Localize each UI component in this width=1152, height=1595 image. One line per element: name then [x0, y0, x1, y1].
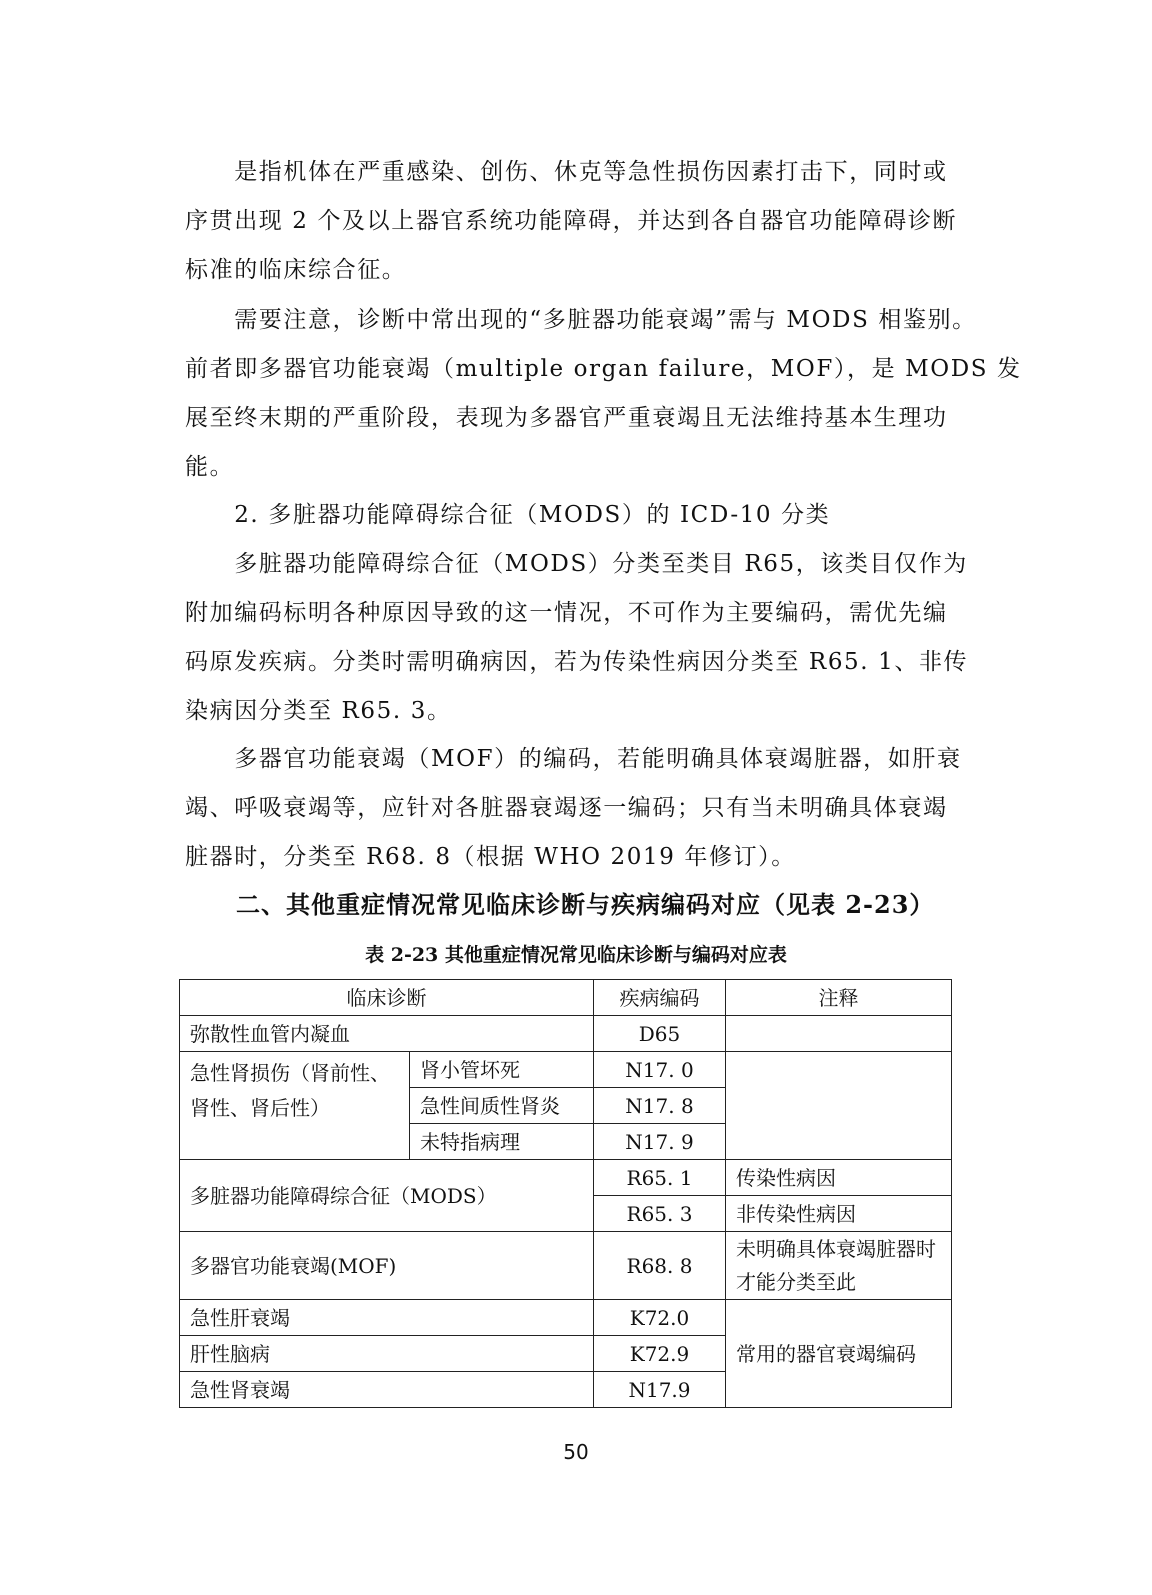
page-number: 50 — [563, 1440, 589, 1464]
text-line: 标准的临床综合征。 — [185, 257, 407, 283]
table-caption: 表 2-23 其他重症情况常见临床诊断与编码对应表 — [365, 944, 787, 966]
diagnosis-code-table — [179, 979, 952, 1408]
paragraph-subheading-icd10 — [185, 491, 945, 540]
text-line: 序贯出现 2 个及以上器官系统功能障碍，并达到各自器官功能障碍诊断 — [185, 208, 958, 234]
diagnosis-cell: 多脏器功能障碍综合征（MODS） — [180, 1160, 594, 1232]
text-line: 前者即多器官功能衰竭（multiple organ failure，MOF），是 MODS 发 — [185, 356, 1022, 382]
note-cell: 未明确具体衰竭脏器时才能分类至此 — [726, 1232, 952, 1300]
text-line: 染病因分类至 R65. 3。 — [185, 698, 452, 724]
code-cell: K72.0 — [594, 1300, 726, 1336]
code-cell: R65. 3 — [594, 1196, 726, 1232]
note-cell — [726, 1052, 952, 1160]
paragraph-mods-definition — [185, 148, 958, 295]
section-heading: 二、其他重症情况常见临床诊断与疾病编码对应（见表 2-23） — [236, 890, 935, 919]
code-cell: N17. 0 — [594, 1052, 726, 1088]
text-line: 竭、呼吸衰竭等，应针对各脏器衰竭逐一编码；只有当未明确具体衰竭 — [185, 795, 948, 821]
table-row — [180, 1052, 952, 1088]
sub-diagnosis-cell: 急性间质性肾炎 — [410, 1088, 594, 1124]
diagnosis-cell: 急性肾衰竭 — [180, 1372, 594, 1408]
paragraph-mof-coding — [185, 735, 962, 882]
diagnosis-cell: 肝性脑病 — [180, 1336, 594, 1372]
table-row — [180, 1016, 952, 1052]
note-cell: 非传染性病因 — [726, 1196, 952, 1232]
text-line: 脏器时，分类至 R68. 8（根据 WHO 2019 年修订）。 — [185, 844, 796, 870]
table-header-row — [180, 980, 952, 1016]
code-cell: N17. 9 — [594, 1124, 726, 1160]
text-line: 是指机体在严重感染、创伤、休克等急性损伤因素打击下，同时或 — [185, 159, 948, 185]
paragraph-mof-note — [185, 296, 1022, 492]
note-cell: 传染性病因 — [726, 1160, 952, 1196]
sub-diagnosis-cell: 肾小管坏死 — [410, 1052, 594, 1088]
code-cell: K72.9 — [594, 1336, 726, 1372]
header-code: 疾病编码 — [594, 980, 726, 1016]
text-line: 2. 多脏器功能障碍综合征（MODS）的 ICD-10 分类 — [185, 502, 831, 528]
header-diagnosis: 临床诊断 — [180, 980, 594, 1016]
note-cell — [726, 1016, 952, 1052]
sub-diagnosis-cell: 未特指病理 — [410, 1124, 594, 1160]
code-cell: N17. 8 — [594, 1088, 726, 1124]
diagnosis-cell: 多器官功能衰竭(MOF) — [180, 1232, 594, 1300]
text-line: 附加编码标明各种原因导致的这一情况，不可作为主要编码，需优先编 — [185, 600, 948, 626]
text-line: 多脏器功能障碍综合征（MODS）分类至类目 R65，该类目仅作为 — [185, 551, 968, 577]
header-note: 注释 — [726, 980, 952, 1016]
diagnosis-cell: 急性肝衰竭 — [180, 1300, 594, 1336]
diagnosis-cell: 弥散性血管内凝血 — [180, 1016, 594, 1052]
text-line: 展至终末期的严重阶段，表现为多器官严重衰竭且无法维持基本生理功 — [185, 405, 948, 431]
code-cell: D65 — [594, 1016, 726, 1052]
aki-group-cell: 急性肾损伤（肾前性、肾性、肾后性） — [180, 1052, 410, 1160]
code-cell: R65. 1 — [594, 1160, 726, 1196]
text-line: 能。 — [185, 454, 235, 480]
table-row — [180, 1160, 952, 1196]
table-row — [180, 1232, 952, 1300]
text-line: 码原发疾病。分类时需明确病因，若为传染性病因分类至 R65. 1、非传 — [185, 649, 969, 675]
note-cell: 常用的器官衰竭编码 — [726, 1300, 952, 1408]
code-cell: N17.9 — [594, 1372, 726, 1408]
text-line: 需要注意，诊断中常出现的“多脏器功能衰竭”需与 MODS 相鉴别。 — [185, 307, 977, 333]
code-cell: R68. 8 — [594, 1232, 726, 1300]
paragraph-mods-coding — [185, 540, 969, 736]
table-row — [180, 1300, 952, 1336]
text-line: 多器官功能衰竭（MOF）的编码，若能明确具体衰竭脏器，如肝衰 — [185, 746, 962, 772]
